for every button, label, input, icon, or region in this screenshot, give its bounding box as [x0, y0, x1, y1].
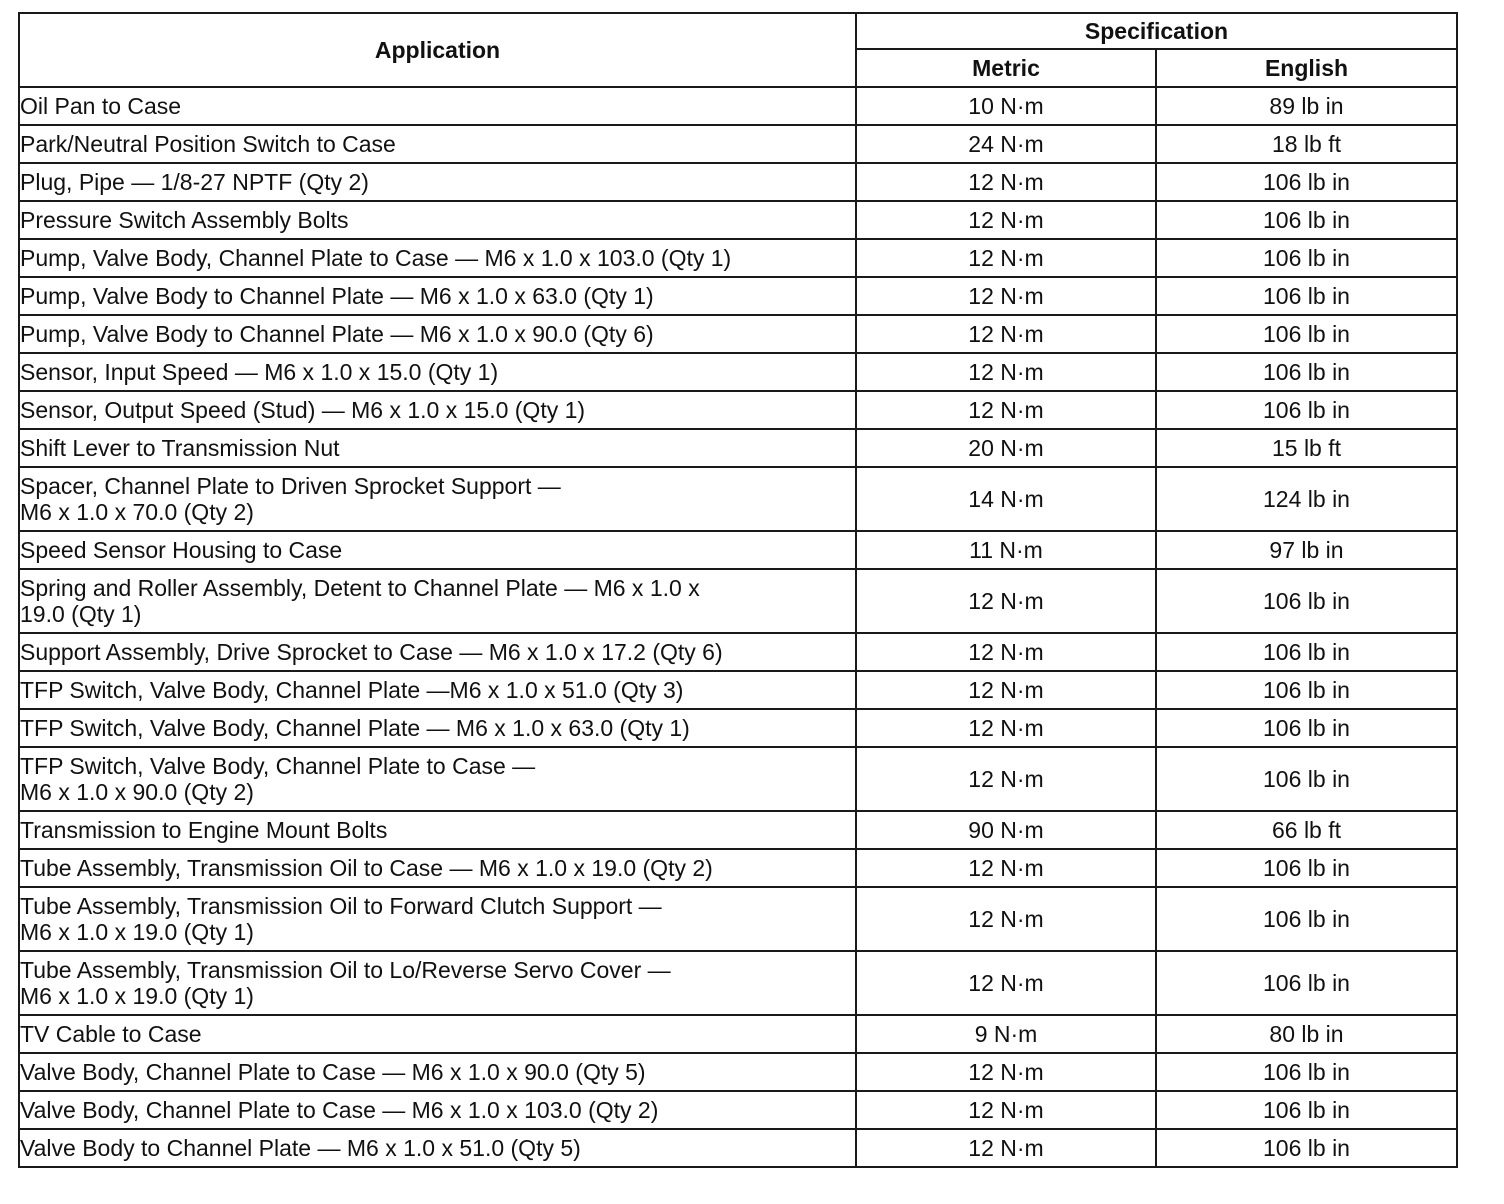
- application-text: Spacer, Channel Plate to Driven Sprocket Support —: [20, 473, 561, 499]
- application-cell: [19, 951, 856, 1015]
- table-row: [19, 747, 1457, 811]
- metric-cell: 12 N·m: [856, 951, 1156, 1015]
- table-row: [19, 569, 1457, 633]
- application-text: Sensor, Output Speed (Stud) — M6 x 1.0 x 15.0 (Qty 1): [20, 397, 586, 423]
- english-cell: 106 lb in: [1156, 887, 1457, 951]
- table-row: [19, 429, 1457, 467]
- table-row: [19, 671, 1457, 709]
- application-cell: [19, 239, 856, 277]
- english-cell: 106 lb in: [1156, 849, 1457, 887]
- metric-cell: 12 N·m: [856, 747, 1156, 811]
- english-cell: 15 lb ft: [1156, 429, 1457, 467]
- application-cell: [19, 747, 856, 811]
- english-cell: 89 lb in: [1156, 87, 1457, 125]
- english-cell: 106 lb in: [1156, 315, 1457, 353]
- application-cell: [19, 1053, 856, 1091]
- application-cell: [19, 391, 856, 429]
- application-cell: [19, 315, 856, 353]
- metric-cell: 12 N·m: [856, 201, 1156, 239]
- english-cell: 97 lb in: [1156, 531, 1457, 569]
- table-row: [19, 709, 1457, 747]
- application-text: Tube Assembly, Transmission Oil to Case — M6 x 1.0 x 19.0 (Qty 2): [20, 855, 713, 881]
- english-cell: 106 lb in: [1156, 709, 1457, 747]
- english-cell: 106 lb in: [1156, 353, 1457, 391]
- metric-cell: 12 N·m: [856, 353, 1156, 391]
- table-row: [19, 391, 1457, 429]
- table-row: [19, 1015, 1457, 1053]
- application-cell: [19, 671, 856, 709]
- table-row: [19, 1091, 1457, 1129]
- english-cell: 106 lb in: [1156, 277, 1457, 315]
- application-cell: [19, 87, 856, 125]
- metric-cell: 12 N·m: [856, 1129, 1156, 1167]
- english-cell: 106 lb in: [1156, 633, 1457, 671]
- metric-cell: 14 N·m: [856, 467, 1156, 531]
- application-text: M6 x 1.0 x 19.0 (Qty 1): [20, 919, 254, 945]
- application-text: Valve Body to Channel Plate — M6 x 1.0 x 51.0 (Qty 5): [20, 1135, 581, 1161]
- application-text: Shift Lever to Transmission Nut: [20, 435, 340, 461]
- table-row: [19, 87, 1457, 125]
- metric-cell: 12 N·m: [856, 709, 1156, 747]
- table-row: [19, 1053, 1457, 1091]
- application-cell: [19, 1091, 856, 1129]
- application-text: Speed Sensor Housing to Case: [20, 537, 343, 563]
- application-text: Pump, Valve Body, Channel Plate to Case — M6 x 1.0 x 103.0 (Qty 1): [20, 245, 732, 271]
- metric-cell: 12 N·m: [856, 391, 1156, 429]
- table-row: [19, 163, 1457, 201]
- english-cell: 106 lb in: [1156, 1091, 1457, 1129]
- english-header: English: [1156, 49, 1457, 87]
- metric-cell: 90 N·m: [856, 811, 1156, 849]
- application-text: Valve Body, Channel Plate to Case — M6 x 1.0 x 103.0 (Qty 2): [20, 1097, 659, 1123]
- application-cell: [19, 887, 856, 951]
- application-cell: [19, 201, 856, 239]
- metric-cell: 12 N·m: [856, 163, 1156, 201]
- application-cell: [19, 277, 856, 315]
- english-cell: 106 lb in: [1156, 163, 1457, 201]
- metric-cell: 12 N·m: [856, 1091, 1156, 1129]
- table-row: [19, 887, 1457, 951]
- table-row: [19, 277, 1457, 315]
- application-text: Tube Assembly, Transmission Oil to Forward Clutch Support —: [20, 893, 662, 919]
- application-text: Transmission to Engine Mount Bolts: [20, 817, 388, 843]
- english-cell: 106 lb in: [1156, 569, 1457, 633]
- metric-cell: 12 N·m: [856, 1053, 1156, 1091]
- metric-cell: 12 N·m: [856, 569, 1156, 633]
- application-text: M6 x 1.0 x 19.0 (Qty 1): [20, 983, 254, 1009]
- application-text: M6 x 1.0 x 90.0 (Qty 2): [20, 779, 254, 805]
- english-cell: 66 lb ft: [1156, 811, 1457, 849]
- application-text: TFP Switch, Valve Body, Channel Plate — M6 x 1.0 x 63.0 (Qty 1): [20, 715, 690, 741]
- english-cell: 106 lb in: [1156, 671, 1457, 709]
- metric-cell: 12 N·m: [856, 239, 1156, 277]
- table-row: [19, 633, 1457, 671]
- application-text: Support Assembly, Drive Sprocket to Case — M6 x 1.0 x 17.2 (Qty 6): [20, 639, 723, 665]
- english-cell: 106 lb in: [1156, 747, 1457, 811]
- application-text: Valve Body, Channel Plate to Case — M6 x 1.0 x 90.0 (Qty 5): [20, 1059, 646, 1085]
- application-cell: [19, 633, 856, 671]
- english-cell: 106 lb in: [1156, 1129, 1457, 1167]
- application-text: TFP Switch, Valve Body, Channel Plate to Case —: [20, 753, 536, 779]
- table-row: [19, 811, 1457, 849]
- english-cell: 18 lb ft: [1156, 125, 1457, 163]
- table-row: [19, 315, 1457, 353]
- english-cell: 106 lb in: [1156, 201, 1457, 239]
- application-cell: [19, 811, 856, 849]
- application-text: TV Cable to Case: [20, 1021, 202, 1047]
- application-header: Application: [19, 13, 856, 87]
- table-header: [19, 13, 1457, 87]
- application-cell: [19, 467, 856, 531]
- application-text: Pump, Valve Body to Channel Plate — M6 x 1.0 x 63.0 (Qty 1): [20, 283, 654, 309]
- application-cell: [19, 531, 856, 569]
- metric-cell: 24 N·m: [856, 125, 1156, 163]
- english-cell: 124 lb in: [1156, 467, 1457, 531]
- application-cell: [19, 1015, 856, 1053]
- application-text: Pressure Switch Assembly Bolts: [20, 207, 349, 233]
- application-cell: [19, 353, 856, 391]
- application-text: Tube Assembly, Transmission Oil to Lo/Reverse Servo Cover —: [20, 957, 671, 983]
- table-row: [19, 951, 1457, 1015]
- metric-cell: 12 N·m: [856, 849, 1156, 887]
- metric-cell: 12 N·m: [856, 671, 1156, 709]
- application-cell: [19, 1129, 856, 1167]
- application-text: M6 x 1.0 x 70.0 (Qty 2): [20, 499, 254, 525]
- english-cell: 106 lb in: [1156, 951, 1457, 1015]
- application-text: Plug, Pipe — 1/8-27 NPTF (Qty 2): [20, 169, 369, 195]
- application-cell: [19, 429, 856, 467]
- metric-header: Metric: [856, 49, 1156, 87]
- english-cell: 106 lb in: [1156, 1053, 1457, 1091]
- metric-cell: 12 N·m: [856, 315, 1156, 353]
- english-cell: 80 lb in: [1156, 1015, 1457, 1053]
- application-cell: [19, 163, 856, 201]
- metric-cell: 9 N·m: [856, 1015, 1156, 1053]
- table-row: [19, 849, 1457, 887]
- metric-cell: 12 N·m: [856, 887, 1156, 951]
- application-cell: [19, 125, 856, 163]
- application-cell: [19, 849, 856, 887]
- torque-specification-table: [18, 12, 1458, 1168]
- application-text: Sensor, Input Speed — M6 x 1.0 x 15.0 (Qty 1): [20, 359, 499, 385]
- table-row: [19, 125, 1457, 163]
- metric-cell: 11 N·m: [856, 531, 1156, 569]
- table-row: [19, 467, 1457, 531]
- application-text: 19.0 (Qty 1): [20, 601, 142, 627]
- metric-cell: 12 N·m: [856, 277, 1156, 315]
- application-text: Park/Neutral Position Switch to Case: [20, 131, 396, 157]
- table-row: [19, 1129, 1457, 1167]
- application-text: Pump, Valve Body to Channel Plate — M6 x 1.0 x 90.0 (Qty 6): [20, 321, 654, 347]
- application-text: Spring and Roller Assembly, Detent to Channel Plate — M6 x 1.0 x: [20, 575, 700, 601]
- metric-cell: 20 N·m: [856, 429, 1156, 467]
- english-cell: 106 lb in: [1156, 239, 1457, 277]
- application-text: TFP Switch, Valve Body, Channel Plate —M6 x 1.0 x 51.0 (Qty 3): [20, 677, 684, 703]
- table-row: [19, 239, 1457, 277]
- application-cell: [19, 709, 856, 747]
- application-cell: [19, 569, 856, 633]
- table-row: [19, 353, 1457, 391]
- table-body: [19, 87, 1457, 1167]
- application-text: Oil Pan to Case: [20, 93, 182, 119]
- table-row: [19, 201, 1457, 239]
- table-row: [19, 531, 1457, 569]
- metric-cell: 10 N·m: [856, 87, 1156, 125]
- english-cell: 106 lb in: [1156, 391, 1457, 429]
- specification-header: Specification: [856, 13, 1457, 49]
- metric-cell: 12 N·m: [856, 633, 1156, 671]
